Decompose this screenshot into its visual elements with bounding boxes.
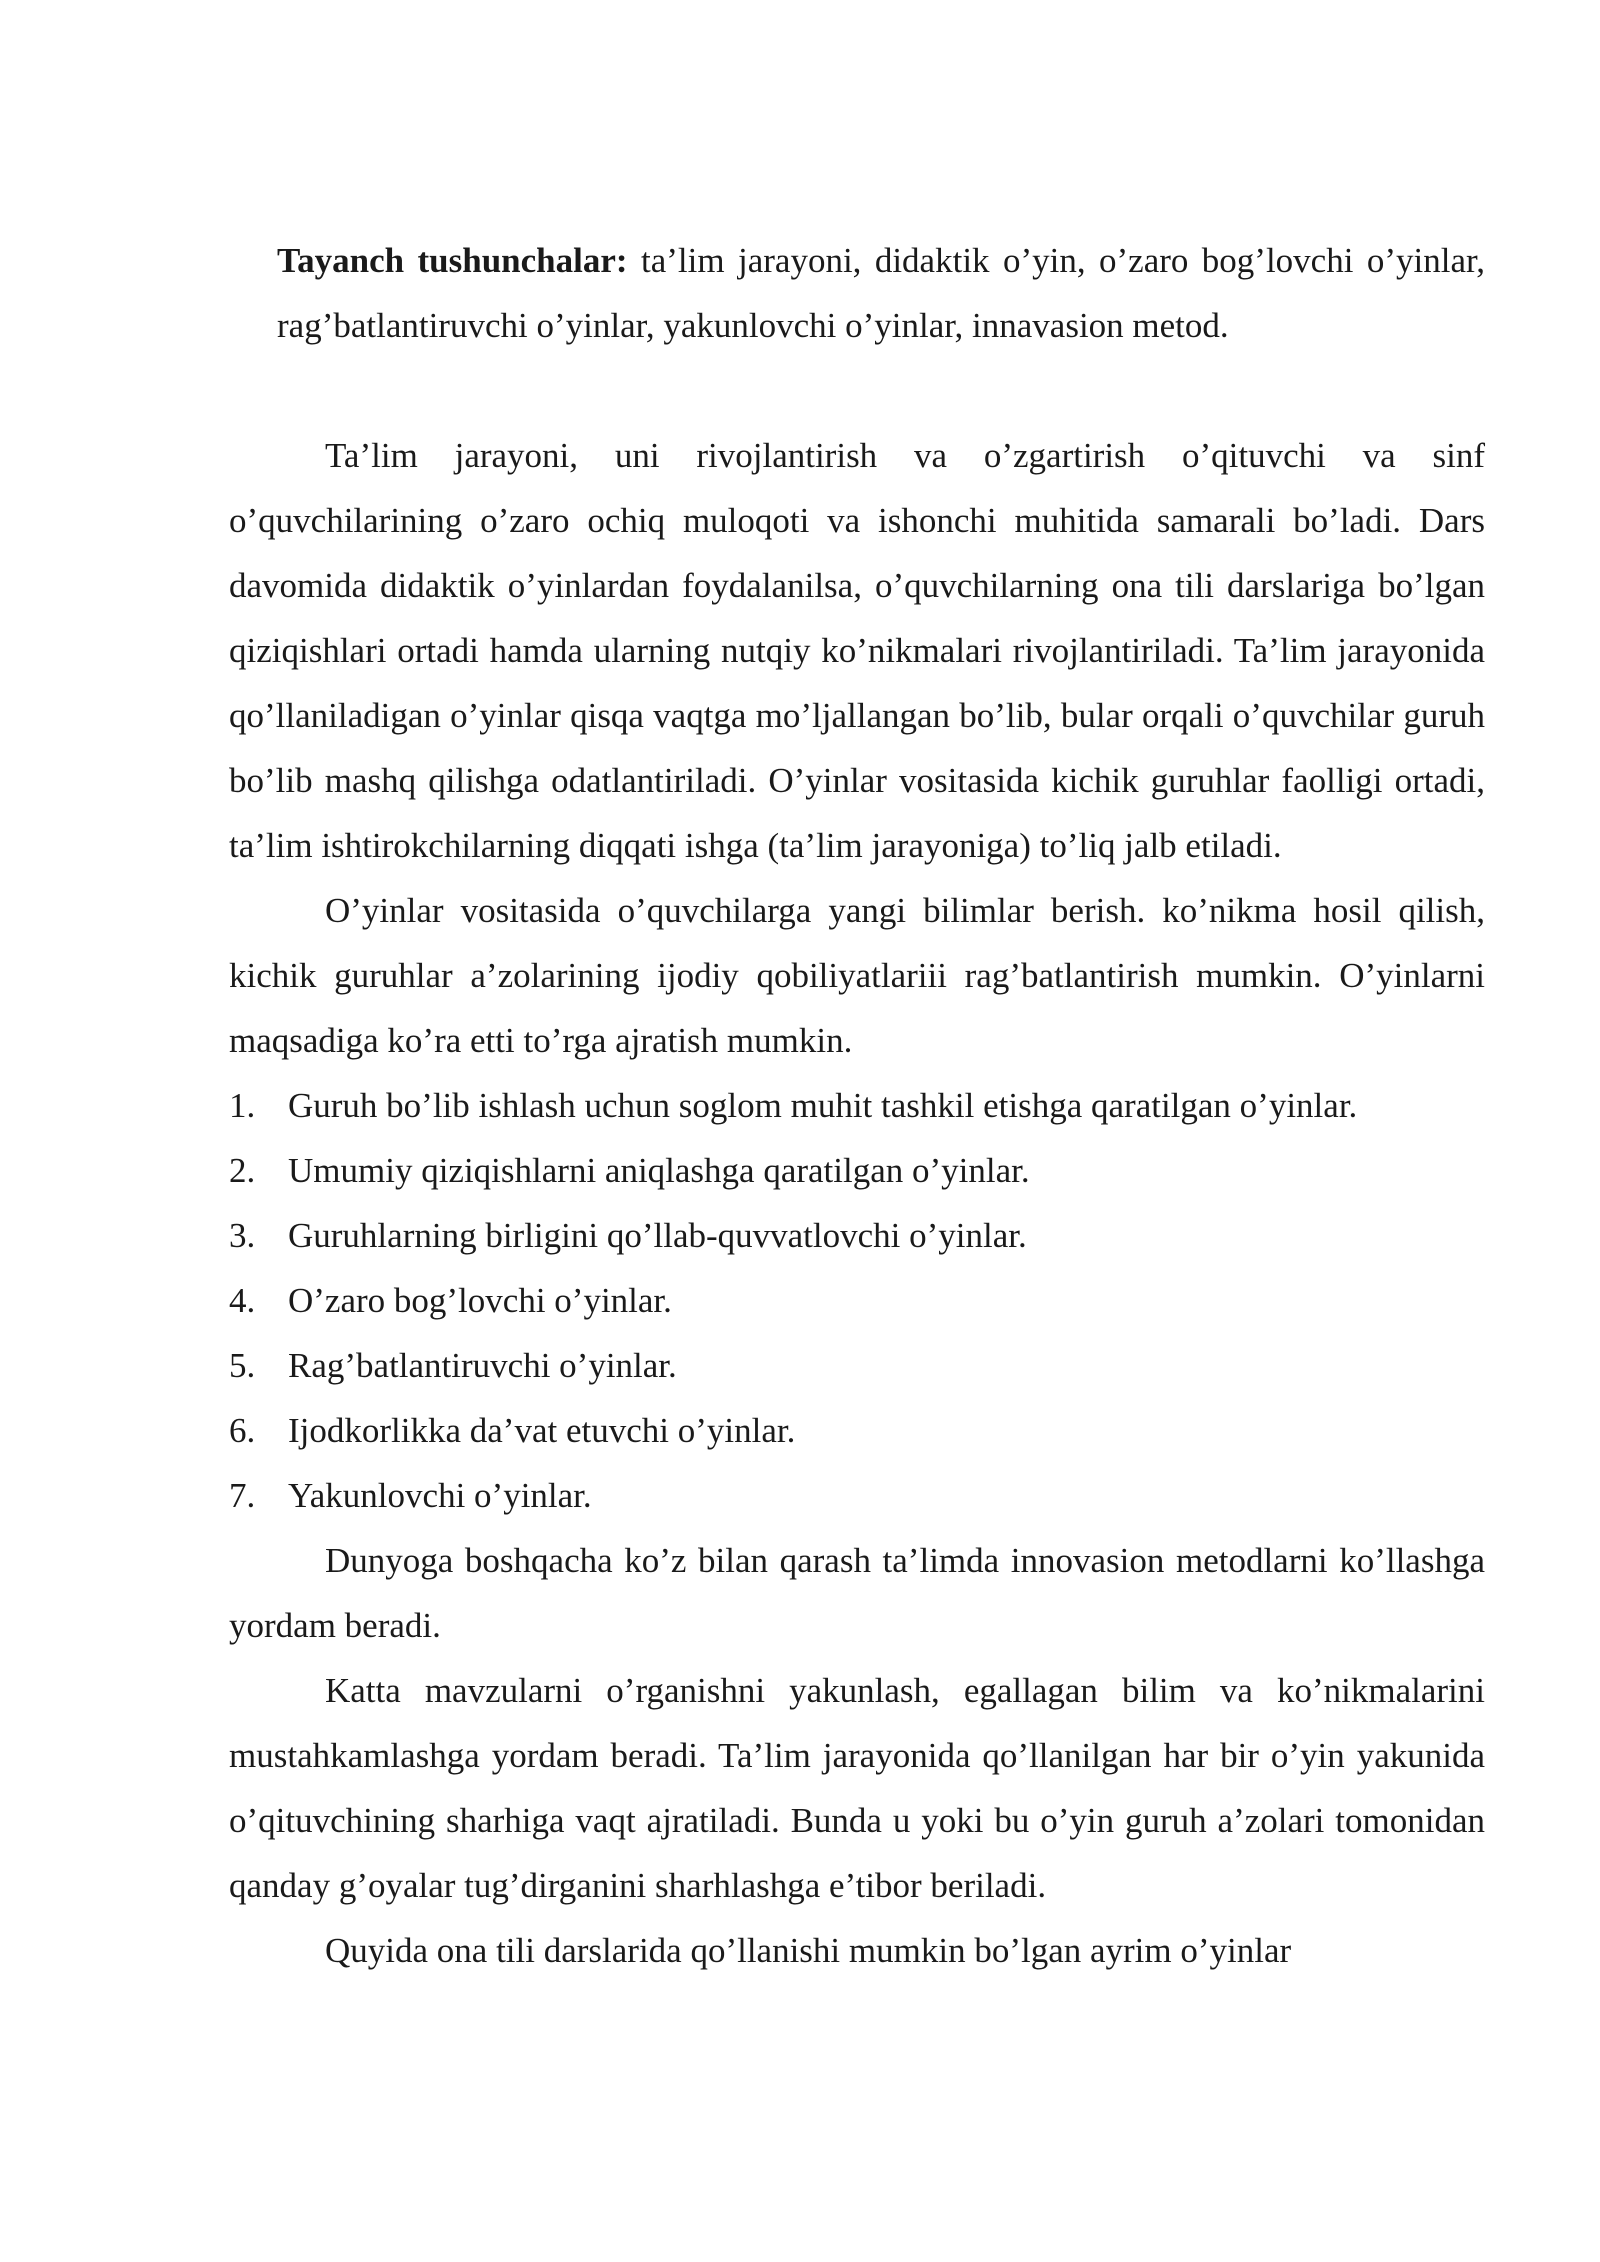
- list-item-text: Umumiy qiziqishlarni aniqlashga qaratilgan o’yinlar.: [288, 1151, 1030, 1190]
- list-item-number: 5.: [229, 1346, 256, 1385]
- paragraph-following: Quyida ona tili darslarida qo’llanishi mumkin bo’lgan ayrim o’yinlar: [325, 1931, 1292, 1970]
- paragraph-innovation: Dunyoga boshqacha ko’z bilan qarash ta’limda innovasion metodlarni ko’llashga yordam beradi.: [229, 1541, 1485, 1645]
- list-item-number: 6.: [229, 1411, 256, 1450]
- list-item: [229, 1138, 1485, 1203]
- paragraph-summary: Katta mavzularni o’rganishni yakunlash, egallagan bilim va ko’nikmalarini mustahkamlashga yordam beradi. Ta’lim jarayonida qo’llanilgan har bir o’yin yakunida o’qituvchining sharhiga vaqt ajratiladi. Bunda u yoki bu o’yin guruh a’zolari tomonidan qanday g’oyalar tug’dirganini sharhlashga e’tibor beriladi.: [229, 1671, 1485, 1905]
- list-item-text: Guruhlarning birligini qo’llab-quvvatlovchi o’yinlar.: [288, 1216, 1027, 1255]
- list-item-number: 4.: [229, 1281, 256, 1320]
- key-concepts-label: Tayanch tushunchalar:: [277, 241, 628, 280]
- list-item: [229, 1073, 1485, 1138]
- list-item-number: 7.: [229, 1476, 256, 1515]
- list-item-text: Ijodkorlikka da’vat etuvchi o’yinlar.: [288, 1411, 796, 1450]
- list-item: [229, 1268, 1485, 1333]
- list-item-text: Rag’batlantiruvchi o’yinlar.: [288, 1346, 677, 1385]
- list-item-number: 1.: [229, 1086, 256, 1125]
- list-item: [229, 1333, 1485, 1398]
- list-item-text: O’zaro bog’lovchi o’yinlar.: [288, 1281, 672, 1320]
- list-item: [229, 1463, 1485, 1528]
- list-item-text: Yakunlovchi o’yinlar.: [288, 1476, 592, 1515]
- game-types-list: [229, 1073, 1485, 1528]
- list-item: [229, 1398, 1485, 1463]
- list-item: [229, 1203, 1485, 1268]
- paragraph-games: O’yinlar vositasida o’quvchilarga yangi bilimlar berish. ko’nikma hosil qilish, kichik guruhlar a’zolarining ijodiy qobiliyatlariii rag’batlantirish mumkin. O’yinlarni maqsadiga ko’ra etti to’rga ajratish mumkin.: [229, 891, 1485, 1060]
- document-body: [229, 423, 1485, 1983]
- list-item-text: Guruh bo’lib ishlash uchun soglom muhit tashkil etishga qaratilgan o’yinlar.: [288, 1086, 1358, 1125]
- list-item-number: 2.: [229, 1151, 256, 1190]
- key-concepts: [277, 228, 1485, 358]
- key-concepts-text: ta’lim jarayoni, didaktik o’yin, o’zaro bog’lovchi o’yinlar, rag’batlantiruvchi o’yinlar, yakunlovchi o’yinlar, innavasion metod.: [277, 241, 1485, 345]
- paragraph-intro: Ta’lim jarayoni, uni rivojlantirish va o’zgartirish o’qituvchi va sinf o’quvchilarining o’zaro ochiq muloqoti va ishonchi muhitida samarali bo’ladi. Dars davomida didaktik o’yinlardan foydalanilsa, o’quvchilarning ona tili darslariga bo’lgan qiziqishlari ortadi hamda ularning nutqiy ko’nikmalari rivojlantiriladi. Ta’lim jarayonida qo’llaniladigan o’yinlar qisqa vaqtga mo’ljallangan bo’lib, bular orqali o’quvchilar guruh bo’lib mashq qilishga odatlantiriladi. O’yinlar vositasida kichik guruhlar faolligi ortadi, ta’lim ishtirokchilarning diqqati ishga (ta’lim jarayoniga) to’liq jalb etiladi.: [229, 436, 1485, 865]
- list-item-number: 3.: [229, 1216, 256, 1255]
